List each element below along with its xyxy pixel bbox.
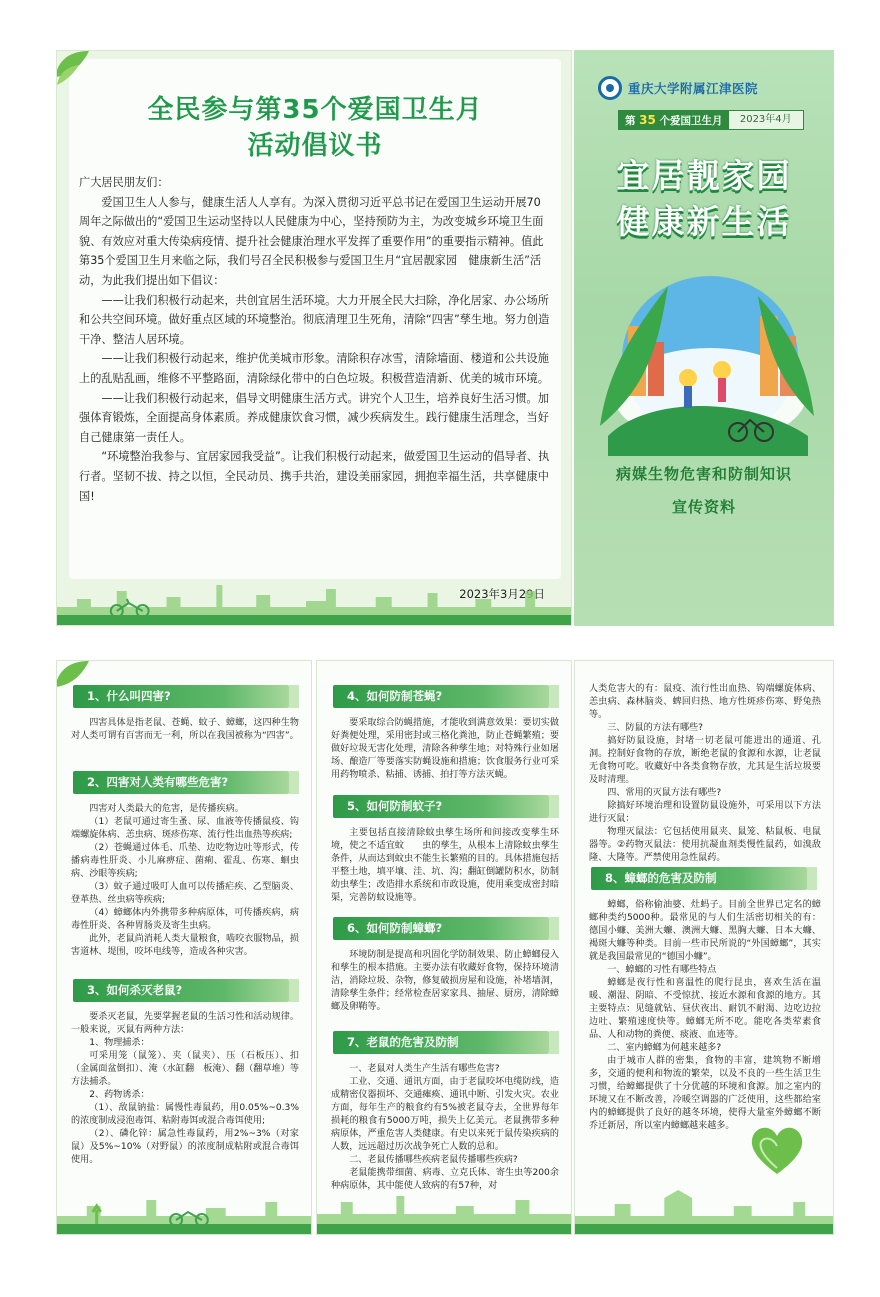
hospital-logo-icon — [598, 76, 622, 100]
letter-date: 2023年3月29日 — [459, 587, 545, 601]
month-date: 2023年4月 — [729, 111, 803, 129]
section-body-2: 四害对人类最大的危害，是传播疾病。 （1）老鼠可通过寄生蚤、尿、血液等传播鼠疫、钩端螺旋体病、恙虫病、斑疹伤寒、流行性出血热等疾病; （2）苍蝇通过体毛、爪垫、边吃物边吐等形式，传播病毒性肝炎、小儿麻痹症、菌痢、霍乱、伤寒、蛔虫病、沙眼等疾病; （3）蚊子通过吸叮人血可以传播疟疾、乙型脑炎、登革热、丝虫病等疾病; （4）蟑螂体内外携带多种病原体，可传播疾病，病毒性肝炎、各种胃肠炎及寄生虫病。 此外，老鼠尚消耗人类大量粮食，啮咬衣服物品，损害道林、堤围，咬坏电线等，造成各种灾害。 — [71, 804, 299, 957]
letter-paragraph: ——让我们积极行动起来，倡导文明健康生活方式。讲究个人卫生，培养良好生活习惯。加强体育锻炼，全面提高身体素质。养成健康饮食习惯，减少疾病发生。践行健康生活理念，当好自己健康第一责任人。 — [79, 391, 549, 444]
info-column-3 — [574, 660, 834, 1235]
month-label: 第 35 个爱国卫生月 — [619, 111, 729, 129]
info-column-2 — [316, 660, 572, 1235]
section-body-7: 一、老鼠对人类生产生活有哪些危害? 工业、交通、通讯方面，由于老鼠咬坏电缆防线，造成精密仪器损坏、交通瘫痪、通讯中断、引发火灾。农业方面，每年生产的粮食约有5%被老鼠夺去，全世界每年损耗的粮食有5000万吨，损失上亿美元。老鼠携带多种病原体，严重危害人类健康。有史以来死于鼠传染疾病的人数，远远超过历次战争死亡人数的总和。 二、老鼠传播哪些疾病老鼠传播哪些疾病? 老鼠能携带细菌、病毒、立克氏体、寄生虫等200余种病原体，其中能使人致病的有57种，对 — [331, 1064, 559, 1191]
section-heading-8: 8、蟑螂的危害及防制 — [591, 867, 807, 890]
section-heading-5: 5、如何防制蚊子? — [333, 795, 549, 818]
letter-salutation: 广大居民朋友们： — [79, 176, 169, 189]
town-skyline-icon — [575, 1182, 833, 1234]
month-number: 35 — [639, 113, 656, 127]
section-heading-7: 7、老鼠的危害及防制 — [333, 1031, 549, 1054]
section-heading-1: 1、什么叫四害? — [73, 685, 289, 708]
letter-paragraph: ——让我们积极行动起来，维护优美城市形象。清除积存冰雪，清除墙面、楼道和公共设施上的乱贴乱画，维修不平整路面，清除绿化带中的白色垃圾。积极营造清新、优美的城市环境。 — [79, 352, 549, 385]
section-body-6: 环境防制是提高和巩固化学防制效果、防止蟑螂侵入和孳生的根本措施。主要办法有收藏好食物，保持环境清洁，消除垃圾、杂物，修复破损房屋和设施，补堵墙洞，清除孳生条件；经常检查居家家具、抽屉、厨房，清除蟑螂及卵鞘等。 — [331, 950, 559, 1012]
cover-panel — [574, 50, 834, 626]
section-body-3: 要杀灭老鼠，先要掌握老鼠的生活习性和活动规律。一般来说，灭鼠有两种方法： 1、物理捕杀： 可采用笼（鼠笼）、夹（鼠夹）、压（石板压）、扣（金属面盆倒扣）、淹（水缸翻 板淹）、翻（翻草堆）等方法捕杀。 2、药物诱杀： （1）、敌鼠钠盐：属慢性毒鼠药，用0.05%~0.3%的浓度制成浸泡毒饵、粘附毒饵或混合毒饵使用; （2）、磷化锌：属急性毒鼠药，用2%~3%（对家鼠）及5%~10%（对野鼠）的浓度制成粘附或混合毒饵使用。 — [71, 1012, 299, 1165]
section-body-5: 主要包括直接清除蚊虫孳生场所和间接改变孳生环境，使之不适宜蚊 虫的孳生，从根本上清除蚊虫孳生条件，从而达到蚊虫不能生长繁殖的目的。具体措施包括平整土地，填平壤、洼、坑、沟；翻缸倒罐防积水，防制幼虫孳生；改造排水系统和市政设施，使用乘变成密封暗渠，完善防蚊设施等。 — [331, 828, 559, 903]
month-banner — [618, 110, 804, 130]
letter-paragraph: 爱国卫生人人参与，健康生活人人享有。为深入贯彻习近平总书记在爱国卫生运动开展70周年之际做出的“爱国卫生运动坚持以人民健康为中心，坚持预防为主，为改变城乡环境卫生面貌、有效应对重大传染病疫情、提升社会健康治理水平发挥了重要作用”的重要指示精神。值此第35个爱国卫生月来临之际，我们号召全民积极参与爱国卫生月“宜居靓家园 健康新生活”活动，为此我们提出如下倡议： — [79, 195, 544, 287]
park-skyline-icon — [57, 1182, 311, 1234]
hospital-name: 重庆大学附属江津医院 — [628, 81, 759, 96]
section-heading-4: 4、如何防制苍蝇? — [333, 685, 549, 708]
leaf-decoration-icon — [56, 50, 93, 87]
letter-paragraph: ——让我们积极行动起来，共创宜居生活环境。大力开展全民大扫除，净化居家、办公场所和公共空间环境。做好重点区域的环境整治。彻底清理卫生死角，清除“四害”孳生地。努力创造干净、整洁人居环境。 — [79, 293, 550, 346]
letter-title-line2: 活动倡议书 — [247, 131, 383, 161]
cover-subtitle-line1: 病媒生物危害和防制知识 — [615, 465, 792, 483]
proposal-letter-panel — [56, 50, 572, 626]
slogan-line1: 宜居靓家园 — [616, 156, 792, 195]
hospital-header — [598, 76, 758, 100]
skyline-icon — [317, 1182, 571, 1234]
healthy-city-illustration-icon — [588, 246, 826, 456]
info-column-1 — [56, 660, 312, 1235]
section-heading-3: 3、如何杀灭老鼠? — [73, 979, 289, 1002]
section-body-1: 四害具体是指老鼠、苍蝇、蚊子、蟑螂，这四种生物对人类可谓有百害而无一利，所以在我国被称为“四害”。 — [71, 718, 299, 741]
section-body-4: 要采取综合防蝇措施，才能收到满意效果：要切实做好粪便处理，采用密封或三格化粪池，防止苍蝇繁殖；要做好垃圾无害化处理，清除各种孳生地；对特殊行业如屠场、酿造厂等要落实防蝇设施和措施；饮食服务行业可采用药物喷杀、粘捕、诱捕、拍打等方法灭蝇。 — [331, 718, 559, 780]
letter-body — [79, 173, 551, 506]
section-body-7-continued: 人类危害大的有：鼠疫、流行性出血热、钩端螺旋体病、恙虫病、森林脑炎、蜱回归热、地方性斑疹伤寒、野兔热等。 三、防鼠的方法有哪些? 搞好防鼠设施，封堵一切老鼠可能进出的通道、孔洞。控制好食物的存放，断绝老鼠的食源和水源，让老鼠无食物可吃。收藏好中各类食物存放，尤其是生活垃圾要及时清理。 四、常用的灭鼠方法有哪些? 除搞好环境治理和设置防鼠设施外，可采用以下方法进行灭鼠： 物理灭鼠法：它包括使用鼠夹、鼠笼、粘鼠板、电鼠器等。②药物灭鼠法：使用抗凝血剂类慢性鼠药，如溴敌隆、大隆等。严禁使用急性鼠药。 — [589, 684, 821, 863]
slogan-line2: 健康新生活 — [616, 202, 792, 241]
section-body-8: 蟑螂，俗称偷油婆、灶蚂子。目前全世界已定名的蟑螂种类约5000种。最常见的与人们生活密切相关的有：德国小蠊、美洲大蠊、澳洲大蠊、黑胸大蠊、日本大蠊、褐斑大蠊等种类。目前一些市民所说的“外国蟑螂”，其实就是我国最常见的“德国小蠊”。 一、蟑螂的习性有哪些特点 蟑螂是夜行性和喜温性的爬行昆虫，喜欢生活在温暖、潮湿、阴暗、不受惊扰、接近水源和食源的地方。其主要特点：见缝就钻、昼伏夜出、耐饥不耐渴、边吃边拉边吐、繁殖速度快等。蟑螂无所不吃。能吃各类荤素食品、人和动物的粪便、痰液、血迹等。 二、室内蟑螂为何越来越多? 由于城市人群的密集，食物的丰富，建筑物不断增多，交通的便利和物流的繁荣，以及不良的一些生活卫生习惯，给蟑螂提供了十分优越的环境和食源。加之室内的环境又在不断改善，冷暖空调器的广泛使用，这些都给室内的蟑螂提供了良好的越冬环境，使得大量室外蟑螂不断乔迁新居，所以室内蟑螂越来越多。 — [589, 900, 821, 1131]
letter-title-line1: 全民参与第35个爱国卫生月 — [147, 95, 483, 125]
section-heading-6: 6、如何防制蟑螂? — [333, 917, 549, 940]
letter-paragraph: “环境整治我参与、宜居家园我受益”。让我们积极行动起来，做爱国卫生运动的倡导者、执行者。坚韧不拔、持之以恒，全民动员、携手共治，建设美丽家园，拥抱幸福生活，共享健康中国! — [79, 450, 550, 503]
city-skyline-icon — [57, 577, 571, 625]
section-heading-2: 2、四害对人类有哪些危害? — [73, 771, 289, 794]
green-heart-icon — [747, 1122, 807, 1178]
cover-subtitle-line2: 宣传资料 — [671, 498, 736, 516]
